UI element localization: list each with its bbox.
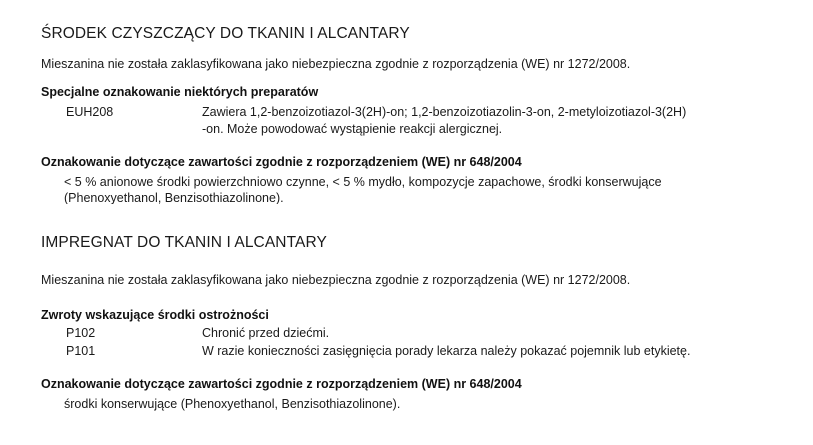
section1-special-code: EUH208 xyxy=(66,105,114,119)
section1-special-text-line1: Zawiera 1,2-benzoizotiazol-3(2H)-on; 1,2-benzoizotiazolin-3-on, 2-metyloizotiazol-3(2H) xyxy=(202,105,687,119)
section2-precaution-heading: Zwroty wskazujące środki ostrożności xyxy=(41,308,269,322)
section1-title: ŚRODEK CZYSZCZĄCY DO TKANIN I ALCANTARY xyxy=(41,25,410,42)
precaution-text: Chronić przed dziećmi. xyxy=(202,326,330,340)
section2-classification: Mieszanina nie została zaklasyfikowana jako niebezpieczna zgodnie z rozporządzenia (WE) nr 1272/2008. xyxy=(41,273,631,287)
section2-content-heading: Oznakowanie dotyczące zawartości zgodnie z rozporządzeniem (WE) nr 648/2004 xyxy=(41,377,522,391)
section1-classification: Mieszanina nie została zaklasyfikowana jako niebezpieczna zgodnie z rozporządzenia (WE) nr 1272/2008. xyxy=(41,57,631,71)
section1-special-label-heading: Specjalne oznakowanie niektórych preparatów xyxy=(41,85,319,99)
section2-title: IMPREGNAT DO TKANIN I ALCANTARY xyxy=(41,234,327,251)
precaution-code: P102 xyxy=(66,326,96,340)
section1-content-line1: < 5 % anionowe środki powierzchniowo czynne, < 5 % mydło, kompozycje zapachowe, środki konserwujące xyxy=(64,175,662,189)
section1-content-line2: (Phenoxyethanol, Benzisothiazolinone). xyxy=(64,192,284,204)
section1-content-heading: Oznakowanie dotyczące zawartości zgodnie z rozporządzeniem (WE) nr 648/2004 xyxy=(41,155,522,169)
precaution-code: P101 xyxy=(66,344,96,358)
section1-special-text-line2: -on. Może powodować wystąpienie reakcji alergicznej. xyxy=(202,122,503,136)
precaution-text: W razie konieczności zasięgnięcia porady lekarza należy pokazać pojemnik lub etykietę. xyxy=(202,344,691,358)
section2-content-line1: środki konserwujące (Phenoxyethanol, Benzisothiazolinone). xyxy=(64,397,401,411)
